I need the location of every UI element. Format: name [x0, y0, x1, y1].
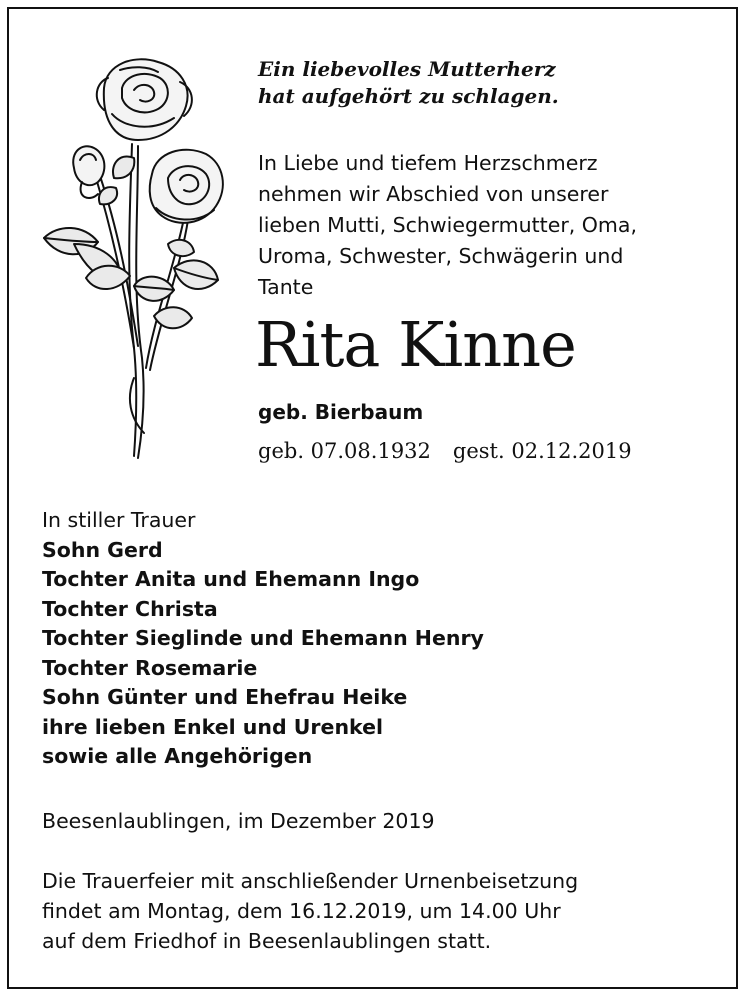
list-item: Tochter Christa	[42, 596, 218, 621]
mourners-list	[42, 506, 484, 772]
funeral-info	[42, 866, 578, 956]
motto	[258, 56, 559, 110]
motto-line: Ein liebevolles Mutterherz	[258, 57, 556, 81]
funeral-line: auf dem Friedhof in Beesenlaublingen statt.	[42, 929, 492, 953]
motto-line: hat aufgehört zu schlagen.	[258, 84, 559, 108]
place-date: Beesenlaublingen, im Dezember 2019	[42, 809, 435, 833]
list-item: Tochter Sieglinde und Ehemann Henry	[42, 626, 484, 650]
rose-bouquet-icon	[34, 48, 234, 468]
list-item: Tochter Rosemarie	[42, 655, 258, 680]
funeral-line: findet am Montag, dem 16.12.2019, um 14.00 Uhr	[42, 899, 561, 923]
life-dates	[258, 436, 632, 466]
list-item: ihre lieben Enkel und Urenkel	[42, 714, 384, 739]
intro-text	[258, 148, 637, 303]
maiden-name: geb. Bierbaum	[258, 400, 424, 424]
intro-line: Tante	[258, 275, 314, 299]
list-item: Sohn Gerd	[42, 537, 163, 562]
intro-line: In Liebe und tiefem Herzschmerz	[258, 151, 598, 175]
death-date: gest. 02.12.2019	[452, 439, 632, 463]
intro-line: lieben Mutti, Schwiegermutter, Oma,	[258, 213, 637, 237]
list-item: Sohn Günter und Ehefrau Heike	[42, 685, 408, 709]
birth-date: geb. 07.08.1932	[258, 439, 431, 463]
list-item: sowie alle Angehörigen	[42, 744, 313, 768]
intro-line: nehmen wir Abschied von unserer	[258, 182, 609, 206]
intro-line: Uroma, Schwester, Schwägerin und	[258, 244, 624, 268]
list-item: Tochter Anita und Ehemann Ingo	[42, 567, 420, 591]
deceased-name: Rita Kinne	[255, 308, 576, 381]
mourners-intro: In stiller Trauer	[42, 508, 196, 532]
funeral-line: Die Trauerfeier mit anschließender Urnenbeisetzung	[42, 869, 579, 893]
